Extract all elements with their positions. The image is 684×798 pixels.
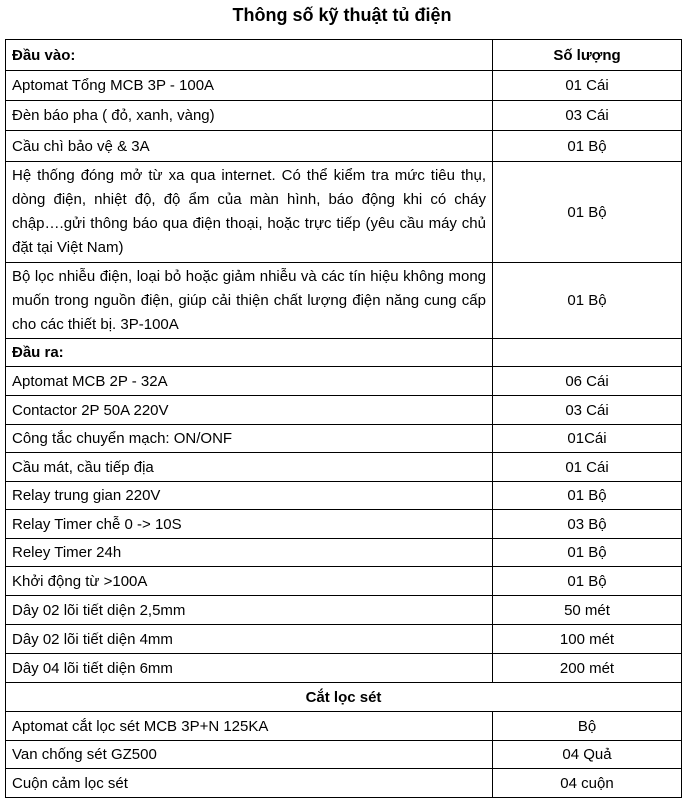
section-heading-input: Đầu vào: (6, 40, 493, 71)
item-qty: 01Cái (493, 425, 682, 453)
table-row (6, 396, 682, 425)
item-qty: 03 Cái (493, 396, 682, 425)
item-name: Van chống sét GZ500 (6, 741, 493, 769)
table-row (6, 567, 682, 596)
spec-table (5, 39, 682, 798)
table-row (6, 162, 682, 263)
table-row (6, 425, 682, 453)
item-name: Khởi động từ >100A (6, 567, 493, 596)
item-name: Aptomat Tổng MCB 3P - 100A (6, 71, 493, 101)
item-qty: 01 Bộ (493, 539, 682, 567)
item-name: Dây 02 lõi tiết diện 4mm (6, 625, 493, 654)
item-qty: 06 Cái (493, 367, 682, 396)
item-name: Reley Timer 24h (6, 539, 493, 567)
item-qty: 04 Quả (493, 741, 682, 769)
table-row (6, 482, 682, 510)
table-row (6, 625, 682, 654)
item-qty: 50 mét (493, 596, 682, 625)
table-row (6, 654, 682, 683)
item-qty: 04 cuộn (493, 769, 682, 798)
page-title: Thông số kỹ thuật tủ điện (232, 5, 452, 25)
table-row (6, 539, 682, 567)
table-header-row (6, 40, 682, 71)
table-row (6, 769, 682, 798)
item-qty: 03 Cái (493, 101, 682, 131)
item-qty: 01 Bộ (493, 567, 682, 596)
item-name: Cầu chì bảo vệ & 3A (6, 131, 493, 162)
table-row (6, 101, 682, 131)
table-row (6, 683, 682, 712)
item-name: Relay trung gian 220V (6, 482, 493, 510)
item-name: Aptomat MCB 2P - 32A (6, 367, 493, 396)
table-row (6, 453, 682, 482)
table-row (6, 510, 682, 539)
table-row (6, 339, 682, 367)
table-row (6, 367, 682, 396)
item-qty: 01 Cái (493, 453, 682, 482)
item-name: Relay Timer chễ 0 -> 10S (6, 510, 493, 539)
table-row (6, 712, 682, 741)
item-qty: 01 Cái (493, 71, 682, 101)
table-row (6, 263, 682, 339)
item-qty: 01 Bộ (493, 482, 682, 510)
table-row (6, 596, 682, 625)
item-qty: 03 Bộ (493, 510, 682, 539)
item-qty: 200 mét (493, 654, 682, 683)
item-name: Dây 02 lõi tiết diện 2,5mm (6, 596, 493, 625)
quantity-column-header: Số lượng (493, 40, 682, 71)
table-row (6, 131, 682, 162)
item-name: Bộ lọc nhiễu điện, loại bỏ hoặc giảm nhiễu và các tín hiệu không mong muốn trong nguồn điện, giúp cải thiện chất lượng điện năng cung cấp cho các thiết bị. 3P-100A (6, 263, 493, 339)
item-qty: Bộ (493, 712, 682, 741)
section-heading-output: Đầu ra: (6, 339, 493, 367)
item-name: Aptomat cắt lọc sét MCB 3P+N 125KA (6, 712, 493, 741)
table-row (6, 71, 682, 101)
item-name: Cầu mát, cầu tiếp địa (6, 453, 493, 482)
item-name: Đèn báo pha ( đỏ, xanh, vàng) (6, 101, 493, 131)
item-qty: 01 Bộ (493, 162, 682, 263)
item-name: Contactor 2P 50A 220V (6, 396, 493, 425)
item-name: Công tắc chuyển mạch: ON/ONF (6, 425, 493, 453)
item-qty: 100 mét (493, 625, 682, 654)
section-heading-lightning: Cắt lọc sét (6, 683, 682, 712)
item-name: Dây 04 lõi tiết diện 6mm (6, 654, 493, 683)
item-name: Hệ thống đóng mở từ xa qua internet. Có thể kiểm tra mức tiêu thụ, dòng điện, nhiệt độ, độ ẩm của màn hình, báo động khi có cháy chập….gửi thông báo qua điện thoại, hoặc trực tiếp (yêu cầu máy chủ đặt tại Việt Nam) (6, 162, 493, 263)
item-qty: 01 Bộ (493, 263, 682, 339)
item-qty: 01 Bộ (493, 131, 682, 162)
empty-cell (493, 339, 682, 367)
table-row (6, 741, 682, 769)
item-name: Cuộn cảm lọc sét (6, 769, 493, 798)
